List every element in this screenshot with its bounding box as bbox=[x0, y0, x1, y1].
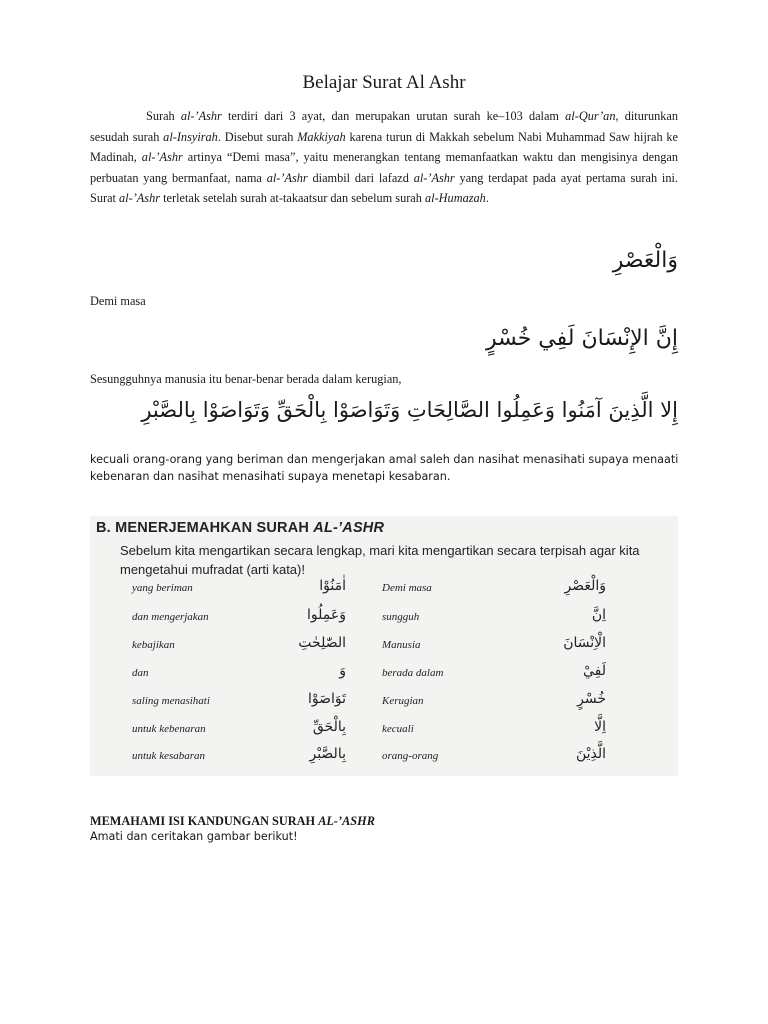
intro-run: yang terdapat pada ayat pertama surah ini. Surat bbox=[90, 170, 678, 206]
vocabulary-row bbox=[90, 609, 678, 629]
vocab-arabic: تَوَاصَوْا bbox=[307, 691, 346, 707]
intro-run: al-’Ashr bbox=[180, 109, 222, 123]
vocabulary-row bbox=[90, 580, 678, 600]
vocab-arabic: بِالصَّبْرِ bbox=[309, 746, 346, 762]
intro-run: Makkiyah bbox=[297, 129, 346, 144]
intro-run: , diturunkan sesudah surah bbox=[90, 109, 678, 144]
intro-run: al-’Ashr bbox=[413, 170, 455, 185]
vocab-meaning: Demi masa bbox=[382, 582, 432, 594]
vocabulary-row bbox=[90, 748, 678, 768]
vocab-arabic: وَ bbox=[339, 663, 346, 679]
vocab-arabic: وَعَمِلُوا bbox=[307, 607, 346, 623]
intro-run: artinya “Demi masa”, yaitu menerangkan tentang memanfaatkan waktu dan mengisinya dengan perbuatan yang bermanfaat, nama bbox=[90, 150, 678, 185]
vocab-meaning: kecuali bbox=[382, 723, 414, 735]
intro-run: al-’Ashr bbox=[141, 150, 183, 165]
vocab-arabic: الَّذِيْنَ bbox=[575, 746, 606, 762]
vocab-arabic: خُسْرٍ bbox=[577, 691, 606, 707]
intro-paragraph bbox=[90, 106, 678, 209]
scan-heading bbox=[96, 520, 384, 536]
section-2-heading bbox=[90, 814, 375, 829]
vocabulary-row bbox=[90, 637, 678, 657]
verse-3-arabic: إِلا الَّذِينَ آمَنُوا وَعَمِلُوا الصَّالِحَاتِ وَتَوَاصَوْا بِالْحَقِّ وَتَوَاصَوْا بِالصَّبْرِ bbox=[141, 398, 678, 422]
vocab-meaning: Kerugian bbox=[382, 695, 424, 707]
vocab-arabic: وَالْعَصْرِ bbox=[564, 578, 606, 594]
intro-run: al-’Ashr bbox=[119, 191, 161, 206]
section-2-heading-prefix: MEMAHAMI ISI KANDUNGAN SURAH bbox=[90, 814, 319, 828]
intro-run: karena turun di Makkah sebelum Nabi Muhammad Saw hijrah ke Madinah, bbox=[90, 129, 678, 165]
scan-heading-em: AL-’ASHR bbox=[313, 520, 385, 536]
vocab-arabic: لَفِيْ bbox=[582, 663, 606, 679]
intro-run: terdiri dari 3 ayat, dan merupakan urutan surah ke–103 dalam bbox=[221, 109, 566, 123]
intro-run: al-Humazah bbox=[425, 191, 486, 206]
intro-run: Surah bbox=[146, 109, 181, 123]
vocab-arabic: الْاِنْسَانَ bbox=[563, 635, 606, 651]
intro-run: . Disebut surah bbox=[217, 129, 298, 144]
vocab-meaning: dan mengerjakan bbox=[132, 611, 209, 623]
intro-run: . bbox=[485, 191, 489, 206]
verse-2-arabic: إِنَّ الإِنْسَانَ لَفِي خُسْرٍ bbox=[485, 326, 678, 351]
intro-run: al-Insyirah bbox=[163, 129, 218, 144]
vocab-meaning: untuk kesabaran bbox=[132, 750, 206, 762]
verse-3-translation: kecuali orang-orang yang beriman dan mengerjakan amal saleh dan nasihat menasihati supaya menaati kebenaran dan nasihat menasihati supaya menetapi kesabaran. bbox=[90, 453, 679, 483]
vocab-meaning: untuk kebenaran bbox=[132, 723, 206, 735]
scanned-vocabulary-table bbox=[90, 516, 678, 776]
verse-2-translation: Sesungguhnya manusia itu benar-benar berada dalam kerugian, bbox=[90, 372, 402, 386]
vocab-arabic: الصّٰلِحٰتِ bbox=[298, 635, 346, 651]
vocab-arabic: اِلَّا bbox=[594, 719, 606, 735]
vocab-meaning: kebajikan bbox=[132, 639, 175, 651]
vocab-meaning: dan bbox=[132, 667, 149, 679]
section-2-text: Amati dan ceritakan gambar berikut! bbox=[90, 830, 298, 843]
scan-intro: Sebelum kita mengartikan secara lengkap, mari kita mengartikan secara terpisah agar kita mengetahui mufradat (arti kata)! bbox=[120, 543, 640, 577]
vocab-meaning: sungguh bbox=[382, 611, 420, 623]
vocab-meaning: saling menasihati bbox=[132, 695, 210, 707]
verse-1-arabic: وَالْعَصْرِ bbox=[612, 248, 678, 273]
vocab-arabic: اٰمَنُوْا bbox=[319, 578, 346, 594]
vocab-meaning: orang-orang bbox=[382, 750, 439, 762]
page-title: Belajar Surat Al Ashr bbox=[302, 72, 466, 93]
vocab-arabic: بِالْحَقِّ bbox=[312, 719, 346, 735]
intro-run: diambil dari lafazd bbox=[307, 170, 414, 185]
section-2-heading-em: AL-’ASHR bbox=[318, 814, 375, 828]
vocab-meaning: yang beriman bbox=[132, 582, 193, 594]
scan-heading-prefix: B. MENERJEMAHKAN SURAH bbox=[96, 520, 314, 536]
intro-run: al-’Ashr bbox=[266, 170, 308, 185]
vocab-meaning: Manusia bbox=[382, 639, 421, 651]
vocab-meaning: berada dalam bbox=[382, 667, 444, 679]
vocabulary-row bbox=[90, 721, 678, 741]
intro-run: al-Qur’an bbox=[565, 109, 616, 123]
vocab-arabic: اِنَّ bbox=[591, 607, 606, 623]
vocabulary-row bbox=[90, 665, 678, 685]
vocabulary-row bbox=[90, 693, 678, 713]
intro-run: terletak setelah surah at-takaatsur dan sebelum surah bbox=[160, 191, 425, 206]
verse-1-translation: Demi masa bbox=[90, 294, 146, 308]
